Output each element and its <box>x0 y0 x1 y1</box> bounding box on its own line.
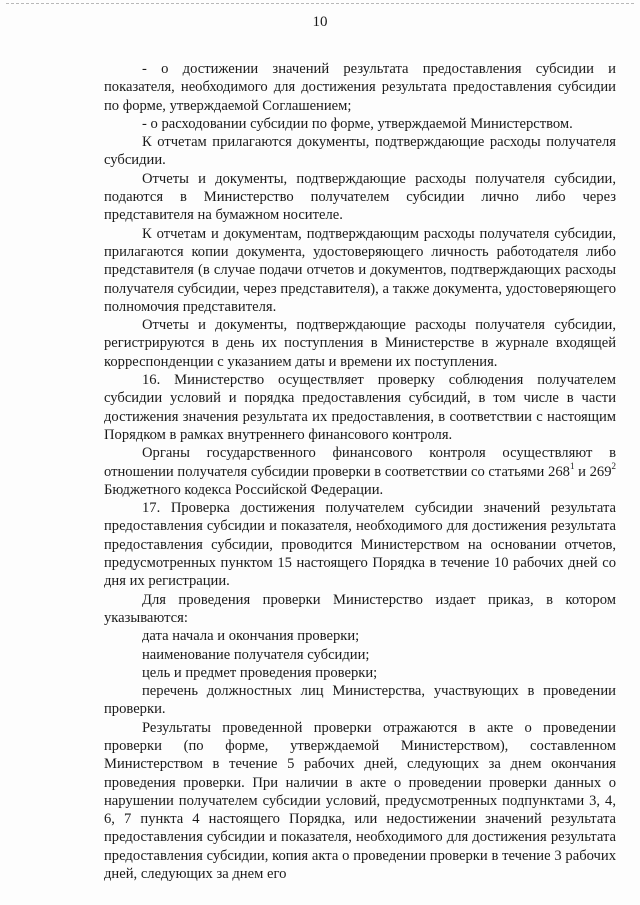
financial-control-text-3: Бюджетного кодекса Российской Федерации. <box>104 481 384 498</box>
paragraph-clause-17: 17. Проверка достижения получателем субсидии значений результата предоставления субсидии и показателя, необходимого для достижения результата предоставления субсидии, проводится Министерством на основании отчетов, предусмотренных пунктом 15 настоящего Порядка в течение 10 рабочих дней со дня их регистрации. <box>104 500 616 590</box>
paragraph-order-intro: Для проведения проверки Министерство издает приказ, в котором указываются: <box>104 591 616 626</box>
paragraph-report-spending: - о расходовании субсидии по форме, утверждаемой Министерством. <box>142 115 573 132</box>
paragraph-attachments: К отчетам прилагаются документы, подтверждающие расходы получателя субсидии. <box>104 134 616 169</box>
financial-control-text-1: Органы государственного финансового контроля осуществляют в отношении получателя субсидии проверки в соответствии со статьями 268 <box>104 445 616 480</box>
paragraph-results: Результаты проведенной проверки отражаются в акте о проведении проверки (по форме, утверждаемой Министерством), составленном Министерством в течение 5 рабочих дней, следующих за днем окончания проведения проверки. При наличии в акте о проведении проверки данных о нарушении получателем субсидии условий, предусмотренных подпунктами 3, 4, 6, 7 пункта 4 настоящего Порядка, или недостижении значений результата предоставления субсидии и показателя, необходимого для достижения результата предоставления субсидии, копия акта о проведении проверки в течение 3 рабочих дней, следующих за днем его <box>104 719 616 883</box>
paragraph-clause-16: 16. Министерство осуществляет проверку соблюдения получателем субсидии условий и порядка предоставления субсидий, в том числе в части достижения значения результата их предоставления, в соответствии с настоящим Порядком в рамках внутреннего финансового контроля. <box>104 372 616 443</box>
top-scan-border <box>6 3 634 4</box>
list-item-officials: перечень должностных лиц Министерства, участвующих в проведении проверки. <box>104 683 616 718</box>
financial-control-text-2: и 269 <box>574 463 612 480</box>
paragraph-financial-control <box>104 444 616 499</box>
paragraph-submission: Отчеты и документы, подтверждающие расходы получателя субсидии, подаются в Министерство получателем субсидии лично либо через представителя на бумажном носителе. <box>104 170 616 224</box>
paragraph-identity-docs: К отчетам и документам, подтверждающим расходы получателя субсидии, прилагаются копии документа, удостоверяющего личность работодателя либо представителя (в случае подачи отчетов и документов, подтверждающих расходы получателя субсидии, через представителя), а также документа, удостоверяющего полномочия представителя. <box>104 225 616 315</box>
page-number: 10 <box>312 14 328 30</box>
paragraph-report-results: - о достижении значений результата предоставления субсидии и показателя, необходимого для достижения результата предоставления субсидии по форме, утверждаемой Соглашением; <box>104 61 616 114</box>
list-item-dates: дата начала и окончания проверки; <box>142 628 360 645</box>
list-item-purpose: цель и предмет проведения проверки; <box>142 664 378 681</box>
superscript-2: 2 <box>611 460 616 471</box>
superscript-1: 1 <box>569 460 575 471</box>
document-body <box>104 60 616 883</box>
paragraph-registration: Отчеты и документы, подтверждающие расходы получателя субсидии, регистрируются в день их поступления в Министерстве в журнале входящей корреспонденции с указанием даты и времени их поступления. <box>104 317 616 370</box>
list-item-recipient-name: наименование получателя субсидии; <box>142 646 370 663</box>
